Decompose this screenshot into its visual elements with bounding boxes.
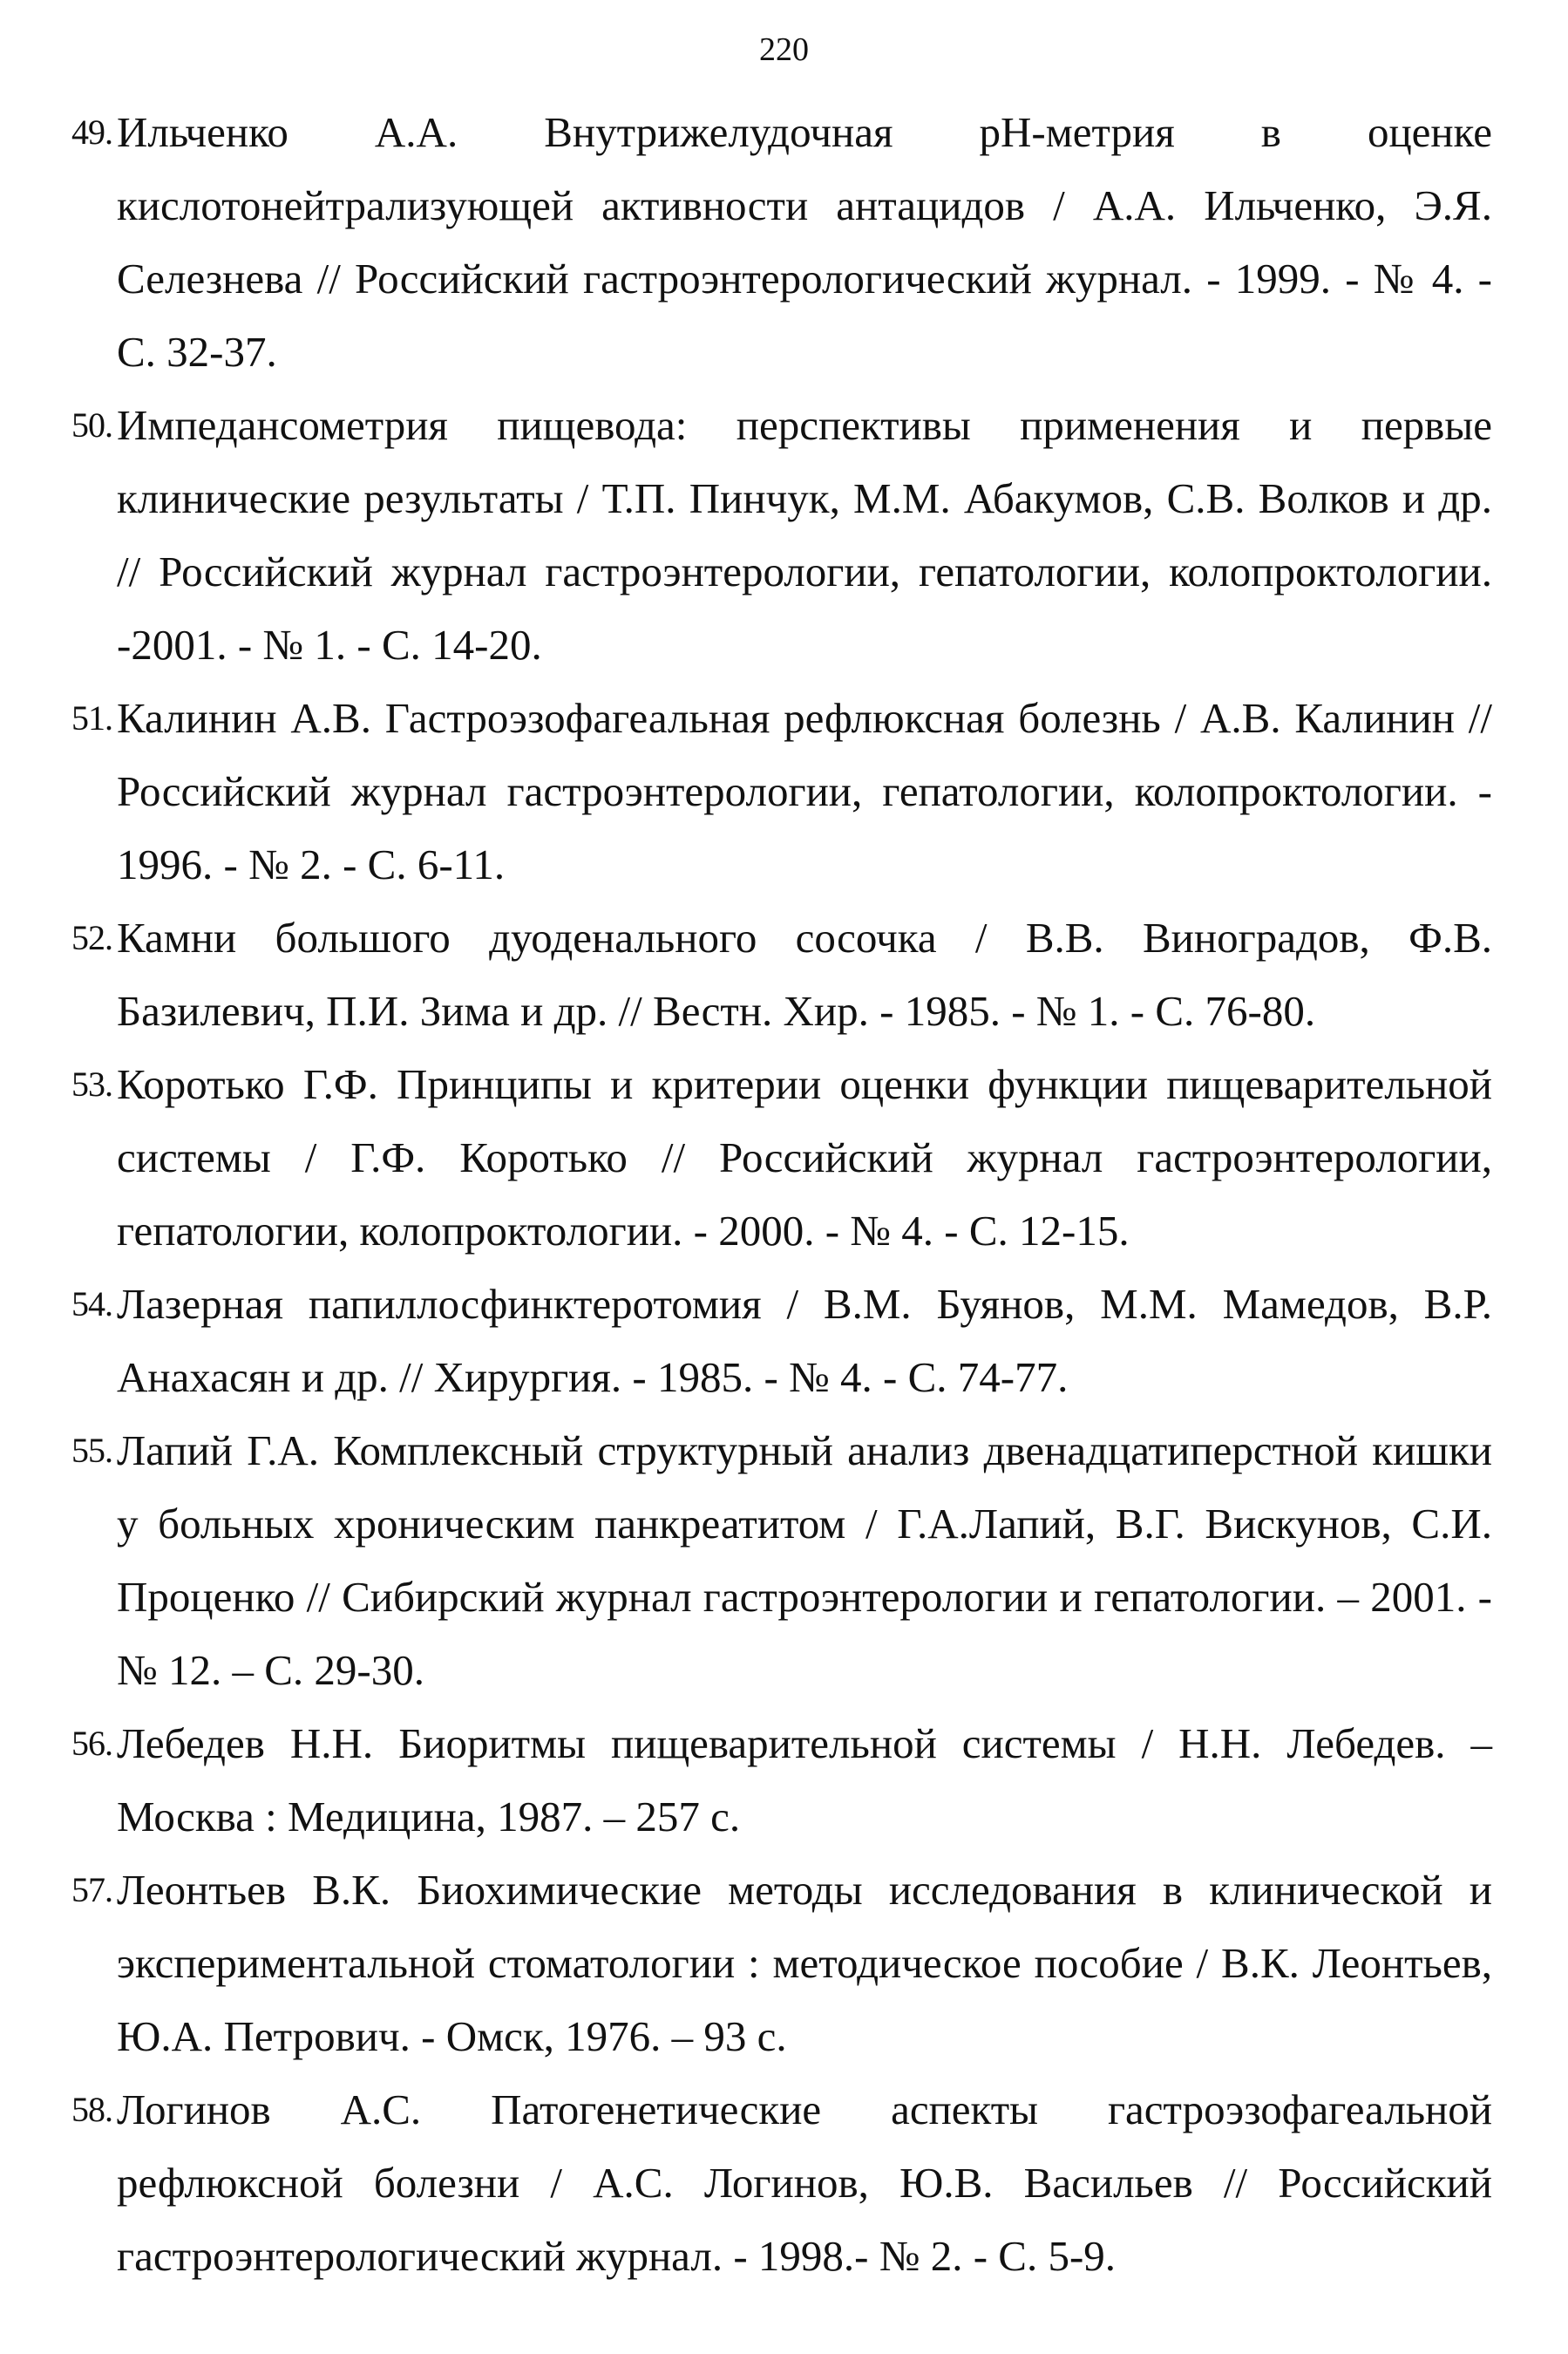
reference-list xyxy=(71,96,1492,2293)
reference-number: 53. xyxy=(71,1065,112,1104)
reference-item xyxy=(71,901,1492,1048)
reference-item xyxy=(71,1048,1492,1268)
page-number: 220 xyxy=(759,31,809,68)
reference-text: Ильченко А.А. Внутрижелудочная pH-метрия в оценке кислотонейтрализующей активности антацидов / А.А. Ильченко, Э.Я. Селезнева // Российский гастроэнтерологический журнал. - 1999. - № 4. - С. 32-37. xyxy=(117,108,1492,376)
reference-item xyxy=(71,2073,1492,2293)
reference-item xyxy=(71,1707,1492,1854)
reference-number: 56. xyxy=(71,1724,112,1763)
reference-number: 50. xyxy=(71,405,112,445)
reference-text: Импедансометрия пищевода: перспективы применения и первые клинические результаты / Т.П. Пинчук, М.М. Абакумов, С.В. Волков и др. // Российский журнал гастроэнтерологии, гепатологии, колопроктологии. -2001. - № 1. - С. 14-20. xyxy=(117,401,1492,669)
reference-item xyxy=(71,1854,1492,2073)
reference-item xyxy=(71,1414,1492,1707)
reference-number: 51. xyxy=(71,698,112,738)
reference-item xyxy=(71,389,1492,682)
reference-number: 49. xyxy=(71,112,112,152)
reference-item xyxy=(71,1268,1492,1414)
reference-number: 55. xyxy=(71,1431,112,1470)
reference-text: Леонтьев В.К. Биохимические методы исследования в клинической и экспериментальной стоматологии : методическое пособие / В.К. Леонтьев, Ю.А. Петрович. - Омск, 1976. – 93 с. xyxy=(117,1866,1492,2060)
reference-text: Лебедев Н.Н. Биоритмы пищеварительной системы / Н.Н. Лебедев. – Москва : Медицина, 1987. – 257 с. xyxy=(117,1719,1492,1840)
reference-item xyxy=(71,96,1492,389)
reference-text: Лапий Г.А. Комплексный структурный анализ двенадцатиперстной кишки у больных хроническим панкреатитом / Г.А.Лапий, В.Г. Вискунов, С.И. Проценко // Сибирский журнал гастроэнтерологии и гепатологии. – 2001. - № 12. – С. 29-30. xyxy=(117,1426,1492,1694)
reference-number: 57. xyxy=(71,1870,112,1909)
reference-text: Лазерная папиллосфинктеротомия / В.М. Буянов, М.М. Мамедов, В.Р. Анахасян и др. // Хирургия. - 1985. - № 4. - С. 74-77. xyxy=(117,1280,1492,1401)
reference-number: 54. xyxy=(71,1284,112,1323)
reference-text: Коротько Г.Ф. Принципы и критерии оценки функции пищеварительной системы / Г.Ф. Коротько // Российский журнал гастроэнтерологии, гепатологии, колопроктологии. - 2000. - № 4. - С. 12-15. xyxy=(117,1060,1492,1255)
reference-text: Камни большого дуоденального сосочка / В.В. Виноградов, Ф.В. Базилевич, П.И. Зима и др. // Вестн. Хир. - 1985. - № 1. - С. 76-80. xyxy=(117,914,1492,1035)
reference-text: Логинов А.С. Патогенетические аспекты гастроэзофагеальной рефлюксной болезни / А.С. Логинов, Ю.В. Васильев // Российский гастроэнтерологический журнал. - 1998.- № 2. - С. 5-9. xyxy=(117,2085,1492,2280)
reference-number: 52. xyxy=(71,918,112,957)
reference-number: 58. xyxy=(71,2090,112,2129)
reference-item xyxy=(71,682,1492,901)
reference-text: Калинин А.В. Гастроэзофагеальная рефлюксная болезнь / А.В. Калинин // Российский журнал гастроэнтерологии, гепатологии, колопроктологии. - 1996. - № 2. - С. 6-11. xyxy=(117,694,1492,888)
